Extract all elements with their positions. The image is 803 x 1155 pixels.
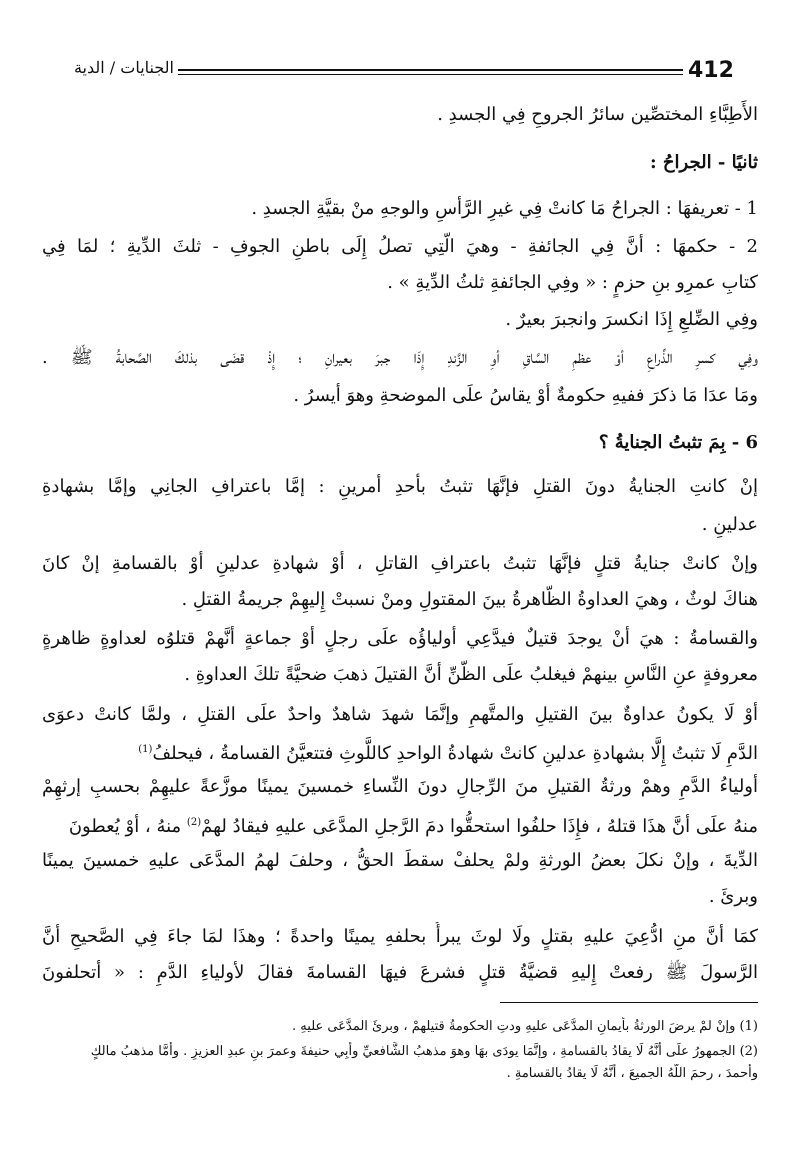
text-line: وفِي كسرِ الذِّراعِ أوْ عظمِ السَّاقِ أوِ الزَّندِ إِذَا جبرَ بعيرانِ ؛ إِذْ قضَى بذلكَ الصَّحابةُ ﷺ .	[42, 347, 758, 368]
text-segment: منهُ ، أوْ يُعطونَ	[68, 816, 182, 837]
text-line: والقسامةُ : هيَ أنْ يوجدَ قتيلٌ فيدَّعِي أولياؤُه علَى رجلٍ أوْ جماعةٍ أنَّهمْ قتلوُه لعداوةٍ ظاهرةٍ	[42, 628, 758, 649]
text-line: عدلينِ .	[701, 514, 758, 535]
text-line: 2 - حكمهَا : أنَّ فِي الجائفةِ - وهيَ الَّتِي تصلُ إِلَى باطنِ الجوفِ - ثلثَ الدِّيةِ ؛ لمَا فِي	[42, 236, 758, 257]
text-line: الرَّسولَ ﷺ رفعتْ إِليهِ قضيَّةُ قتلٍ فشرعَ فيهَا القسامةَ فقالَ لأولياءِ الدَّمِ : « أتحلفونَ	[42, 962, 758, 983]
text-segment: الدَّمِ لَا تثبتُ إِلَّا بشهادةِ عدلينِ كانتْ شهادةُ الواحدِ كاللَّوثِ فتتعيَّنُ القسامةُ ، فيحلفُ	[152, 743, 758, 764]
text-segment: منهُ علَى أنَّ هذَا قتلهُ ، فإِذَا حلفُوا استحقُّوا دمَ الرَّجلِ المدَّعَى عليهِ فيقادُ لهمْ	[201, 816, 758, 837]
running-title: الجنايات / الدية	[73, 58, 174, 77]
page-number: 412	[688, 58, 734, 83]
text-line: وبرئَ .	[708, 886, 758, 907]
text-line: كتابِ عمرِو بنِ حزمٍ : « وفِي الجائفةِ ثلثُ الدِّيةِ » .	[387, 272, 758, 293]
text-line: إنْ كانتِ الجنايةُ دونَ القتلِ فإنَّهَا تثبتُ بأحدِ أمرينِ : إمَّا باعترافِ الجانِي وإمَّا بشهادةِ	[42, 476, 758, 497]
text-line: كمَا أنَّ منِ ادُّعِيَ عليهِ بقتلٍ ولَا لوثَ يبرأُ بحلفهِ يمينًا واحدةً ؛ وهذَا لمَا جاءَ فِي الصَّحيحِ أنَّ	[42, 926, 758, 947]
header-rule-thin	[178, 74, 683, 75]
footnote-ref-1: (1)	[138, 744, 153, 755]
footnote-2-continued: وأحمدَ ، رحمَ اللَّهُ الجميعَ ، أنَّهُ لَا يقادُ بالقسامةِ .	[506, 1066, 758, 1081]
section-heading: ثانيًا - الجراحُ :	[650, 152, 758, 173]
text-line: أولياءُ الدَّمِ وهمْ ورثةُ القتيلِ منَ الرِّجالِ دونَ النِّساءِ خمسينَ يمينًا موزَّعةً عليهِمْ بحسبِ إرثهِمْ	[42, 776, 758, 797]
text-line: 1 - تعريفهَا : الجراحُ مَا كانتْ فِي غيرِ الرَّأسِ والوجهِ منْ بقيَّةِ الجسدِ .	[251, 198, 758, 219]
text-line: الدِّيةَ ، وإنْ نكلَ بعضُ الورثةِ ولمْ يحلفْ سقطَ الحقُّ ، وحلفَ لهمُ المدَّعَى عليهِ خمسينَ يمينًا	[42, 850, 758, 871]
text-line: أوْ لَا يكونُ عداوةٌ بينَ القتيلِ والمتَّهمِ وإنَّمَا شهدَ شاهدٌ واحدٌ علَى القتلِ ، ولمَّا كانتْ دعوَى	[42, 704, 758, 725]
text-line: وفِي الضِّلعِ إِذَا انكسرَ وانجبرَ بعيرٌ .	[505, 309, 758, 330]
footnote-1: (1) وإنْ لمْ يرضَ الورثةُ بأيمانِ المدَّعَى عليهِ ودتِ الحكومةُ قتيلهمْ ، وبرئَ المدَّعَى عليهِ .	[292, 1019, 758, 1034]
text-line	[42, 808, 758, 842]
text-line: معروفةٍ عنِ النَّاسِ بينهمْ فيغلبُ علَى الظَّنِّ أنَّ القتيلَ ذهبَ ضحيَّةً تلكَ العداوةِ .	[184, 664, 758, 685]
section-heading: 6 - بِمَ تثبتُ الجنايةُ ؟	[598, 432, 758, 453]
text-line: الأَطِبَّاءِ المختصِّين سائرُ الجروحِ فِي الجسدِ .	[437, 104, 758, 125]
footnote-2: (2) الجمهورُ علَى أنَّهُ لَا يقادُ بالقسامةِ ، وإنَّمَا يودَى بهَا وهوَ مذهبُ الشَّافعيِّ وأبِي حنيفةَ وعمرَ بنِ عبدِ العزيزِ . وأمَّا مذهبُ مالكٍ	[90, 1044, 758, 1059]
footnote-divider	[500, 1002, 758, 1003]
text-line: هناكَ لوثٌ ، وهيَ العداوةُ الظَّاهرةُ بينَ المقتولِ ومنْ نسبتْ إِليهِمْ جريمةُ القتلِ .	[181, 589, 758, 610]
footnote-ref-2: (2)	[186, 817, 202, 828]
text-line: وإنْ كانتْ جنايةُ قتلٍ فإنَّهَا تثبتُ باعترافِ القاتلِ ، أوْ شهادةِ عدلينِ أوْ بالقسامةِ إنْ كانَ	[42, 553, 758, 574]
text-line	[42, 735, 758, 769]
header-rule	[178, 69, 683, 71]
text-line: ومَا عدَا مَا ذكرَ ففيهِ حكومةٌ أوْ يقاسُ علَى الموضحةِ وهوَ أيسرُ .	[293, 385, 758, 406]
